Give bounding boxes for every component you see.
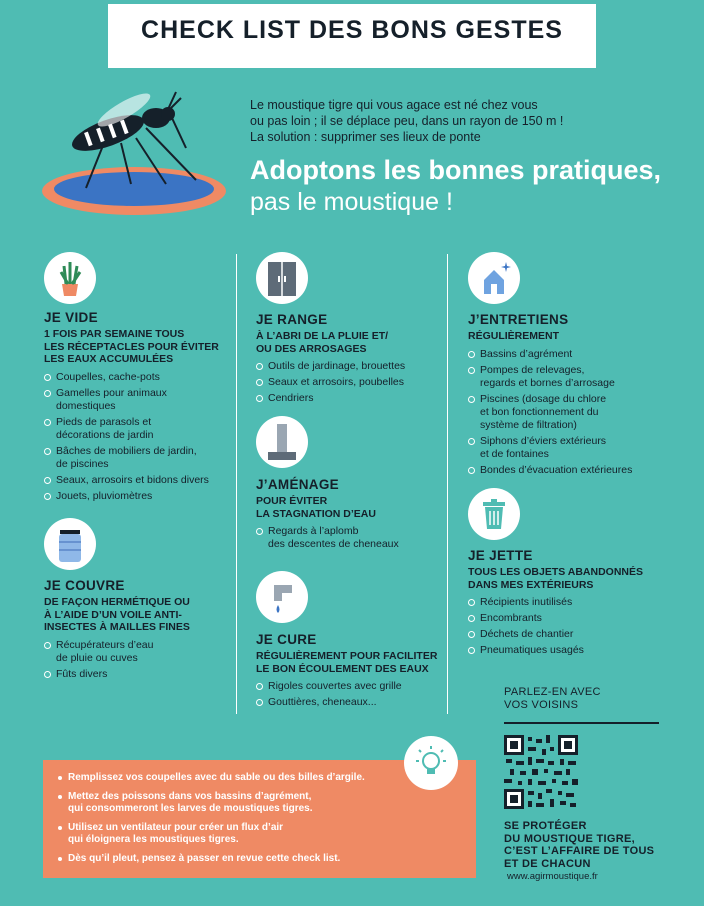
- closing-line-4: ET DE CHACUN: [504, 857, 591, 870]
- list-item: Déchets de chantier: [468, 628, 678, 641]
- trash-can-icon: [468, 488, 520, 540]
- section-vide-sub-1: 1 FOIS PAR SEMAINE TOUS: [44, 328, 185, 340]
- list-item: de pluie ou cuves: [56, 651, 138, 664]
- section-amenage-sub-1: POUR ÉVITER: [256, 495, 328, 507]
- section-entretiens-subtitle: [468, 330, 678, 343]
- section-entretiens: [468, 312, 678, 480]
- column-divider-2: [447, 254, 448, 714]
- list-item: Seaux et arrosoirs, poubelles: [256, 376, 444, 389]
- section-couvre-sub-1: DE FAÇON HERMÉTIQUE OU: [44, 596, 190, 608]
- section-couvre-list: [44, 639, 234, 681]
- mosquito-illustration: [36, 88, 236, 218]
- intro-line-2: ou pas loin ; il se déplace peu, dans un rayon de 150 m !: [250, 114, 564, 128]
- list-item: Siphons d’éviers extérieurs: [468, 435, 678, 448]
- section-entretiens-sub-1: RÉGULIÈREMENT: [468, 330, 560, 342]
- section-jette: [468, 548, 678, 660]
- list-item: Récipients inutilisés: [468, 596, 678, 609]
- list-item: domestiques: [56, 399, 116, 412]
- water-tank-icon: [44, 518, 96, 570]
- section-cure-subtitle: [256, 650, 444, 675]
- website-link[interactable]: www.agirmoustique.fr: [507, 871, 598, 882]
- list-item: Bâches de mobiliers de jardin,: [44, 445, 234, 458]
- section-jette-list: [468, 596, 678, 657]
- section-vide-list: [44, 371, 234, 503]
- list-item: système de filtration): [480, 418, 577, 431]
- intro-text: [250, 97, 670, 145]
- section-vide-sub-2: LES RÉCEPTACLES POUR ÉVITER: [44, 340, 219, 353]
- section-vide: [44, 310, 234, 506]
- list-item: Piscines (dosage du chlore: [468, 393, 678, 406]
- section-vide-sub-3: LES EAUX ACCUMULÉES: [44, 353, 174, 365]
- list-item: décorations de jardin: [56, 428, 154, 441]
- plant-pot-icon: [44, 252, 96, 304]
- list-item: Regards à l’aplomb: [256, 525, 444, 538]
- tips-list-container: [58, 772, 418, 871]
- list-item: regards et bornes d’arrosage: [480, 376, 615, 389]
- section-amenage-title: J’AMÉNAGE: [256, 477, 339, 492]
- section-couvre-subtitle: [44, 596, 234, 634]
- neighbors-note: [504, 686, 664, 712]
- section-range-sub-2: OU DES ARROSAGES: [256, 342, 367, 355]
- tip-item-cont: qui éloignera les moustiques tigres.: [68, 834, 239, 845]
- section-cure: [256, 632, 444, 712]
- list-item: des descentes de cheneaux: [268, 538, 399, 550]
- closing-line-2: DU MOUSTIQUE TIGRE,: [504, 832, 635, 845]
- list-item: et de fontaines: [480, 447, 549, 460]
- closing-note: [504, 820, 684, 870]
- list-item: de piscines: [56, 457, 109, 470]
- lightbulb-bubble: [404, 736, 458, 790]
- cabinet-icon: [256, 252, 308, 304]
- subheadline: pas le moustique !: [250, 188, 453, 216]
- section-vide-subtitle: [44, 328, 234, 366]
- list-item: Cendriers: [256, 392, 444, 405]
- section-entretiens-title: J’ENTRETIENS: [468, 312, 569, 327]
- list-item: Seaux, arrosoirs et bidons divers: [44, 474, 234, 487]
- section-cure-title: JE CURE: [256, 632, 317, 647]
- list-item: Jouets, pluviomètres: [44, 490, 234, 503]
- closing-line-1: SE PROTÉGER: [504, 820, 587, 832]
- list-item: Coupelles, cache-pots: [44, 371, 234, 384]
- section-entretiens-list: [468, 348, 678, 477]
- section-couvre-title: JE COUVRE: [44, 578, 125, 593]
- tip-item-cont: qui consommeront les larves de moustiques tigres.: [68, 803, 313, 814]
- neighbors-line-2: VOS VOISINS: [504, 699, 579, 711]
- list-item: Encombrants: [468, 612, 678, 625]
- tips-list: [58, 772, 418, 865]
- list-item: et bon fonctionnement du: [480, 405, 599, 418]
- list-item: Gamelles pour animaux: [44, 387, 234, 400]
- intro-line-3: La solution : supprimer ses lieux de ponte: [250, 130, 481, 144]
- section-range-subtitle: [256, 330, 444, 355]
- section-vide-title: JE VIDE: [44, 310, 98, 325]
- lightbulb-icon: [404, 736, 458, 790]
- section-amenage-sub-2: LA STAGNATION D’EAU: [256, 507, 376, 520]
- section-couvre-sub-3: INSECTES À MAILLES FINES: [44, 621, 190, 633]
- section-jette-title: JE JETTE: [468, 548, 533, 563]
- qr-code[interactable]: [504, 735, 578, 809]
- list-item: Récupérateurs d’eau: [44, 639, 234, 652]
- section-amenage-list: [256, 525, 444, 551]
- intro-line-1: Le moustique tigre qui vous agace est né chez vous: [250, 98, 538, 112]
- section-jette-subtitle: [468, 566, 678, 591]
- section-jette-sub-1: TOUS LES OBJETS ABANDONNÉS: [468, 566, 644, 578]
- list-item: Bondes d’évacuation extérieures: [468, 464, 678, 477]
- clean-house-icon: [468, 252, 520, 304]
- neighbors-line-1: PARLEZ-EN AVEC: [504, 686, 601, 698]
- list-item: Pompes de relevages,: [468, 364, 678, 377]
- neighbors-divider: [504, 722, 659, 724]
- section-jette-sub-2: DANS MES EXTÉRIEURS: [468, 578, 594, 591]
- section-range-title: JE RANGE: [256, 312, 328, 327]
- section-range-sub-1: À L’ABRI DE LA PLUIE ET/: [256, 330, 389, 342]
- headline: Adoptons les bonnes pratiques,: [250, 155, 662, 185]
- tip-item: Mettez des poissons dans vos bassins d’agrément,: [58, 791, 418, 804]
- list-item: Rigoles couvertes avec grille: [256, 680, 444, 693]
- section-cure-sub-2: LE BON ÉCOULEMENT DES EAUX: [256, 662, 429, 675]
- drain-pipe-icon: [256, 416, 308, 468]
- list-item: Fûts divers: [44, 668, 234, 681]
- tip-item: Remplissez vos coupelles avec du sable ou des billes d’argile.: [58, 772, 418, 785]
- section-couvre: [44, 578, 234, 684]
- section-cure-list: [256, 680, 444, 709]
- list-item: Pieds de parasols et: [44, 416, 234, 429]
- section-range-list: [256, 360, 444, 405]
- list-item: Outils de jardinage, brouettes: [256, 360, 444, 373]
- list-item: Pneumatiques usagés: [468, 644, 678, 657]
- section-range: [256, 312, 444, 408]
- section-cure-sub-1: RÉGULIÈREMENT POUR FACILITER: [256, 650, 438, 662]
- list-item: Gouttières, cheneaux...: [256, 696, 444, 709]
- section-amenage: [256, 477, 444, 554]
- gutter-drop-icon: [256, 571, 308, 623]
- closing-line-3: C’EST L’AFFAIRE DE TOUS: [504, 845, 655, 857]
- tip-item: Utilisez un ventilateur pour créer un flux d’air: [58, 822, 418, 835]
- section-couvre-sub-2: À L’AIDE D’UN VOILE ANTI-: [44, 608, 182, 621]
- list-item: Bassins d’agrément: [468, 348, 678, 361]
- column-divider-1: [236, 254, 237, 714]
- section-amenage-subtitle: [256, 495, 444, 520]
- page-title: CHECK LIST DES BONS GESTES: [141, 16, 563, 44]
- tip-item: Dès qu’il pleut, pensez à passer en revue cette check list.: [58, 853, 418, 866]
